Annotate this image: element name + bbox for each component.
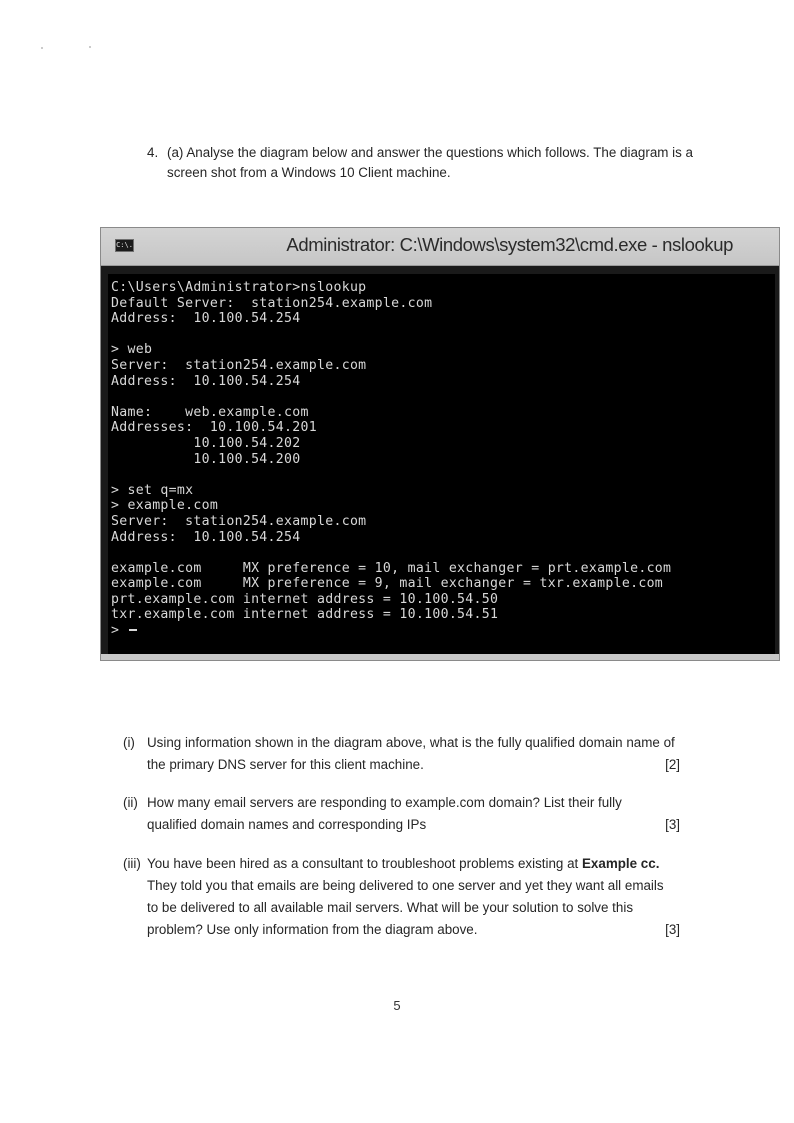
- sub-question-text: [123, 853, 680, 941]
- marks-badge: [2]: [665, 757, 680, 772]
- sub-question-ii: [123, 792, 680, 836]
- question-text: (a) Analyse the diagram below and answer the questions which follows. The diagram is a screen shot from a Windows 10 Client machine.: [167, 145, 693, 180]
- text-part: They told you that emails are being delivered to one server and yet they want all emails to be delivered to all available mail servers. What will be your solution to solve this problem? Use only information from the diagram above.: [147, 878, 664, 937]
- cmd-titlebar: [101, 228, 779, 266]
- sub-question-text: Using information shown in the diagram above, what is the fully qualified domain name of the primary DNS server for this client machine.: [147, 735, 675, 772]
- window-bottom-border: [101, 654, 779, 660]
- marks-badge: [3]: [665, 817, 680, 832]
- cursor-icon: [129, 629, 137, 631]
- console-text: C:\Users\Administrator>nslookup Default Server: station254.example.com Address: 10.100.54.254 > web Server: station254.example.com Address: 10.100.54.254 Name: web.example.com Addresses: 10.100.54.201 10.100.54.202 10.100.54.200 > set q=mx > example.com Server: station254.example.com Address: 10.100.54.254 example.com MX preference = 10, mail exchanger = prt.example.com example.com MX preference = 9, mail exchanger = txr.example.com prt.example.com internet address = 10.100.54.50 txr.example.com internet address = 10.100.54.51 >: [111, 280, 672, 639]
- question-number: 4.: [147, 145, 159, 160]
- text-part: You have been hired as a consultant to troubleshoot problems existing at: [147, 856, 582, 871]
- page-number: 5: [393, 998, 401, 1013]
- cmd-icon: C:\.: [115, 239, 134, 252]
- question-4-intro: [147, 143, 707, 183]
- scan-speck: [41, 47, 43, 49]
- sub-question-text: How many email servers are responding to example.com domain? List their fully qualified domain names and corresponding IPs: [147, 795, 622, 832]
- cmd-screenshot: [100, 227, 780, 661]
- sub-question-iii: [123, 853, 680, 941]
- sub-question-i: [123, 732, 680, 776]
- sub-question-label: (iii): [123, 856, 141, 871]
- marks-badge: [3]: [665, 922, 680, 937]
- console-output: [108, 274, 775, 654]
- sub-question-label: (ii): [123, 795, 138, 810]
- company-name: Example cc.: [582, 856, 660, 871]
- sub-question-label: (i): [123, 735, 135, 750]
- cmd-window-title: Administrator: C:\Windows\system32\cmd.exe - nslookup: [286, 234, 733, 255]
- scan-speck: [89, 46, 91, 48]
